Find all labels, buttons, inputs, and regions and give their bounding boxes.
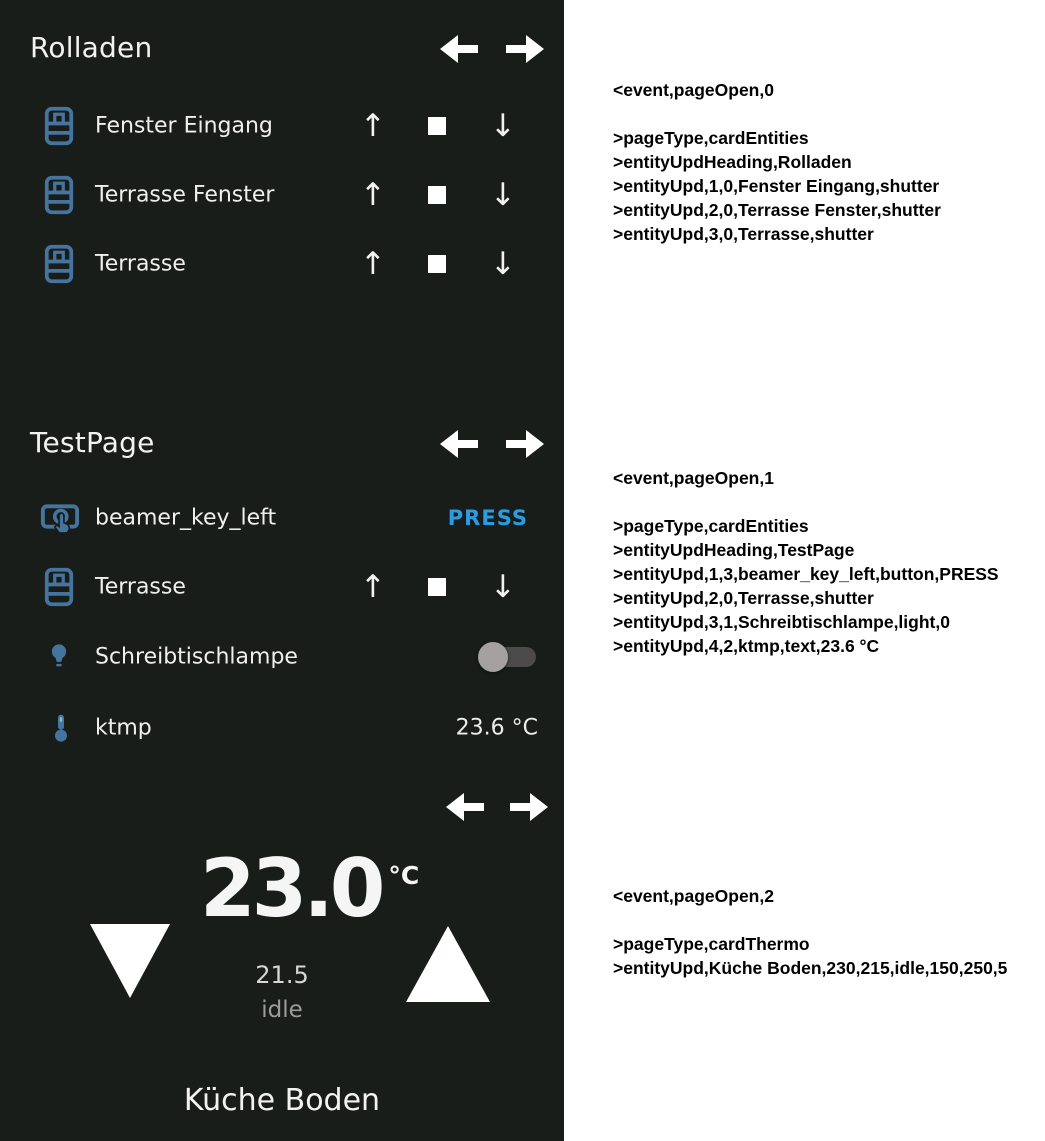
window-shutter-icon xyxy=(44,106,74,146)
entity-label: Fenster Eingang xyxy=(95,113,273,139)
entity-label: Terrasse Fenster xyxy=(95,182,275,208)
target-temperature: 21.5 xyxy=(255,961,309,989)
window-shutter-icon xyxy=(44,567,74,607)
protocol-line: >entityUpdHeading,TestPage xyxy=(613,540,855,560)
protocol-line: >pageType,cardEntities xyxy=(613,516,809,536)
protocol-line: >entityUpd,3,1,Schreibtischlampe,light,0 xyxy=(613,612,950,632)
shutter-up-button[interactable]: ↑ xyxy=(360,107,386,144)
shutter-stop-button[interactable] xyxy=(411,106,463,146)
entity-label: Terrasse xyxy=(95,251,186,277)
protocol-line: <event,pageOpen,0 xyxy=(613,80,774,100)
protocol-line: <event,pageOpen,1 xyxy=(613,468,774,488)
protocol-block-page0 xyxy=(613,78,1043,246)
toggle-knob xyxy=(478,642,508,672)
protocol-line: >entityUpd,1,0,Fenster Eingang,shutter xyxy=(613,176,940,196)
protocol-line: >entityUpd,2,0,Terrasse,shutter xyxy=(613,588,874,608)
protocol-block-page1 xyxy=(613,466,1043,658)
protocol-line: >pageType,cardEntities xyxy=(613,128,809,148)
protocol-line: >entityUpd,1,3,beamer_key_left,button,PRESS xyxy=(613,564,999,584)
entity-row xyxy=(0,494,564,542)
shutter-down-button[interactable]: ↓ xyxy=(490,245,516,282)
card-heading-testpage: TestPage xyxy=(30,426,155,459)
hvac-state: idle xyxy=(261,997,303,1023)
arrow-right-icon xyxy=(510,793,548,821)
entity-label: beamer_key_left xyxy=(95,505,277,531)
window-shutter-icon xyxy=(44,175,74,215)
entity-label: ktmp xyxy=(95,715,152,741)
shutter-stop-button[interactable] xyxy=(411,567,463,607)
gesture-tap-button-icon xyxy=(40,500,80,536)
nav-next-button[interactable] xyxy=(506,430,544,458)
nav-prev-button[interactable] xyxy=(440,35,478,63)
entity-row xyxy=(0,704,564,752)
light-toggle-switch[interactable] xyxy=(478,642,536,672)
arrow-left-icon xyxy=(440,35,478,63)
stop-square-icon xyxy=(428,578,446,596)
protocol-line: <event,pageOpen,2 xyxy=(613,886,774,906)
stop-square-icon xyxy=(428,117,446,135)
protocol-line xyxy=(613,908,1043,932)
protocol-line: >entityUpdHeading,Rolladen xyxy=(613,152,852,172)
current-temperature-value: 23.0 xyxy=(200,842,382,935)
entity-row xyxy=(0,633,564,681)
protocol-line xyxy=(613,102,1043,126)
protocol-line: >pageType,cardThermo xyxy=(613,934,810,954)
entity-row xyxy=(0,102,564,150)
stop-square-icon xyxy=(428,255,446,273)
stop-square-icon xyxy=(428,186,446,204)
entity-label: Terrasse xyxy=(95,574,186,600)
shutter-up-button[interactable]: ↑ xyxy=(360,568,386,605)
nav-next-button[interactable] xyxy=(506,35,544,63)
entity-row xyxy=(0,563,564,611)
arrow-left-icon xyxy=(446,793,484,821)
protocol-line: >entityUpd,2,0,Terrasse Fenster,shutter xyxy=(613,200,941,220)
protocol-line: >entityUpd,3,0,Terrasse,shutter xyxy=(613,224,874,244)
thermostat-title: Küche Boden xyxy=(183,1083,381,1118)
press-button[interactable]: PRESS xyxy=(447,506,528,530)
temperature-unit: °C xyxy=(388,861,420,890)
protocol-line: >entityUpd,4,2,ktmp,text,23.6 °C xyxy=(613,636,880,656)
nav-prev-button[interactable] xyxy=(440,430,478,458)
sensor-value: 23.6 °C xyxy=(455,715,538,741)
arrow-right-icon xyxy=(506,430,544,458)
card-heading-rolladen: Rolladen xyxy=(30,31,153,64)
shutter-stop-button[interactable] xyxy=(411,175,463,215)
entity-row xyxy=(0,171,564,219)
lightbulb-icon xyxy=(46,641,72,673)
protocol-block-page2 xyxy=(613,884,1043,980)
nav-next-button[interactable] xyxy=(510,793,548,821)
shutter-up-button[interactable]: ↑ xyxy=(360,245,386,282)
arrow-right-icon xyxy=(506,35,544,63)
shutter-down-button[interactable]: ↓ xyxy=(490,107,516,144)
protocol-line xyxy=(613,490,1043,514)
window-shutter-icon xyxy=(44,244,74,284)
shutter-stop-button[interactable] xyxy=(411,244,463,284)
entity-label: Schreibtischlampe xyxy=(95,644,298,670)
arrow-left-icon xyxy=(440,430,478,458)
shutter-down-button[interactable]: ↓ xyxy=(490,176,516,213)
current-temperature xyxy=(200,842,420,935)
protocol-line: >entityUpd,Küche Boden,230,215,idle,150,250,5 xyxy=(613,958,1008,978)
entity-row xyxy=(0,240,564,288)
thermometer-icon xyxy=(50,712,72,744)
shutter-up-button[interactable]: ↑ xyxy=(360,176,386,213)
shutter-down-button[interactable]: ↓ xyxy=(490,568,516,605)
nav-prev-button[interactable] xyxy=(446,793,484,821)
